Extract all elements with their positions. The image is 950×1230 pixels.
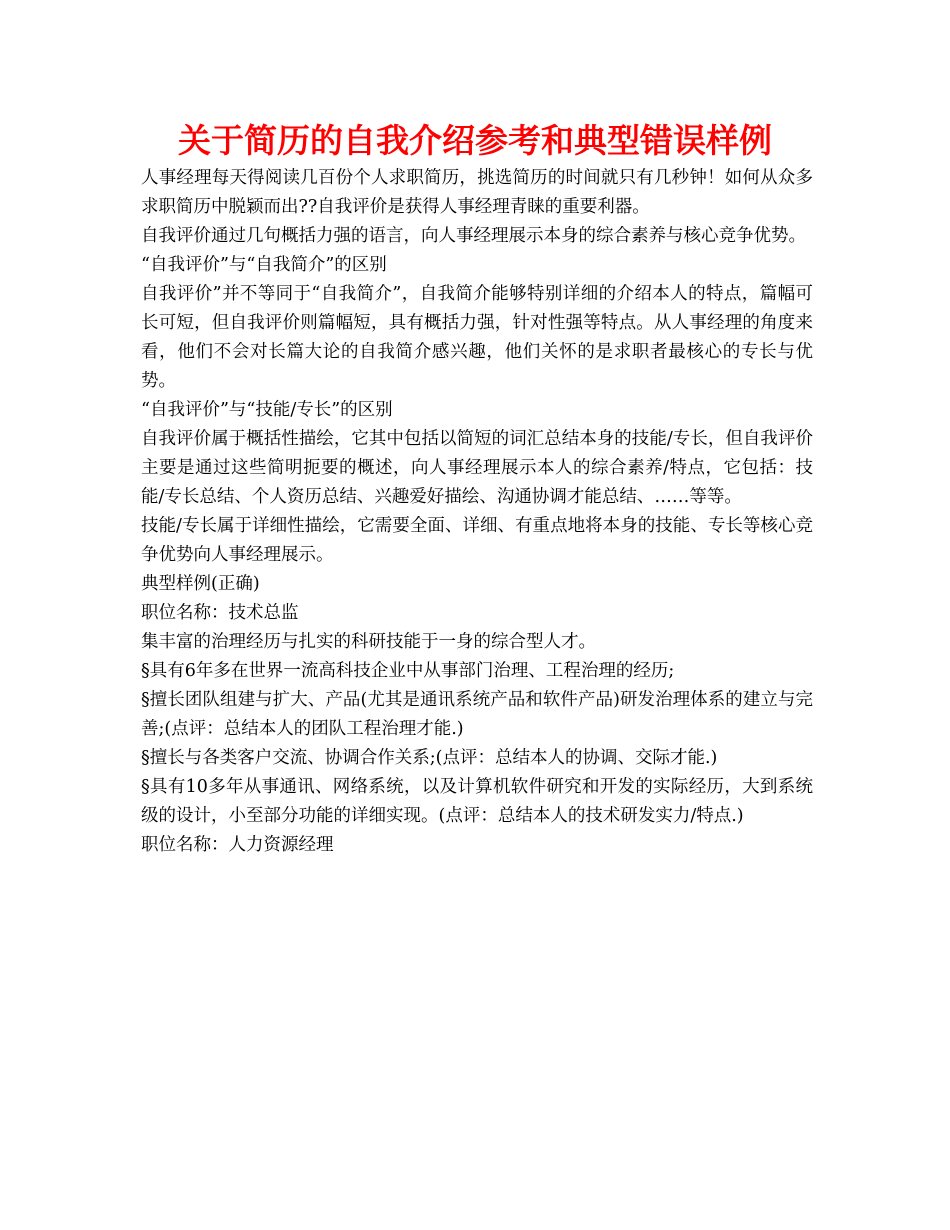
paragraph-intro: 人事经理每天得阅读几百份个人求职简历，挑选简历的时间就只有几秒钟！如何从众多求职简历中脱颖而出??自我评价是获得人事经理青睐的重要利器。 bbox=[141, 168, 813, 217]
paragraph-skills-detail: 技能/专长属于详细性描绘，它需要全面、详细、有重点地将本身的技能、专长等核心竞争优势向人事经理展示。 bbox=[141, 516, 813, 565]
paragraph-self-intro-diff: 自我评价”并不等同于“自我简介”，自我简介能够特别详细的介绍本人的特点，篇幅可长可短，但自我评价则篇幅短，具有概括力强，针对性强等特点。从人事经理的角度来看，他们不会对长篇大论的自我简介感兴趣，他们关怀的是求职者最核心的专长与优势。 bbox=[141, 284, 813, 391]
section-heading-example: 典型样例(正确) bbox=[141, 574, 260, 594]
bullet-item: §具有10多年从事通讯、网络系统，以及计算机软件研究和开发的实际经历，大到系统级的设计，小至部分功能的详细实现。(点评：总结本人的技术研发实力/特点.) bbox=[141, 777, 813, 826]
section-heading-self-intro-diff: “自我评价”与“自我简介”的区别 bbox=[141, 255, 387, 275]
job-title-cto: 职位名称：技术总监 bbox=[141, 603, 299, 623]
paragraph-summary: 集丰富的治理经历与扎实的科研技能于一身的综合型人才。 bbox=[141, 632, 596, 652]
bullet-item: §擅长团队组建与扩大、产品(尤其是通讯系统产品和软件产品)研发治理体系的建立与完善;(点评：总结本人的团队工程治理才能.) bbox=[141, 690, 813, 739]
bullet-item: §具有6年多在世界一流高科技企业中从事部门治理、工程治理的经历; bbox=[141, 661, 675, 681]
job-title-hr: 职位名称：人力资源经理 bbox=[141, 835, 334, 855]
paragraph-skills-diff: 自我评价属于概括性描绘，它其中包括以简短的词汇总结本身的技能/专长，但自我评价主要是通过这些简明扼要的概述，向人事经理展示本人的综合素养/特点，它包括：技能/专长总结、个人资历总结、兴趣爱好描绘、沟通协调才能总结、……等等。 bbox=[141, 429, 813, 507]
bullet-item: §擅长与各类客户交流、协调合作关系;(点评：总结本人的协调、交际才能.) bbox=[141, 748, 718, 768]
document-body bbox=[141, 164, 813, 860]
document-title: 关于简历的自我介绍参考和典型错误样例 bbox=[178, 121, 772, 160]
paragraph-definition: 自我评价通过几句概括力强的语言，向人事经理展示本身的综合素养与核心竞争优势。 bbox=[141, 226, 806, 246]
section-heading-skills-diff: “自我评价”与“技能/专长”的区别 bbox=[141, 400, 393, 420]
